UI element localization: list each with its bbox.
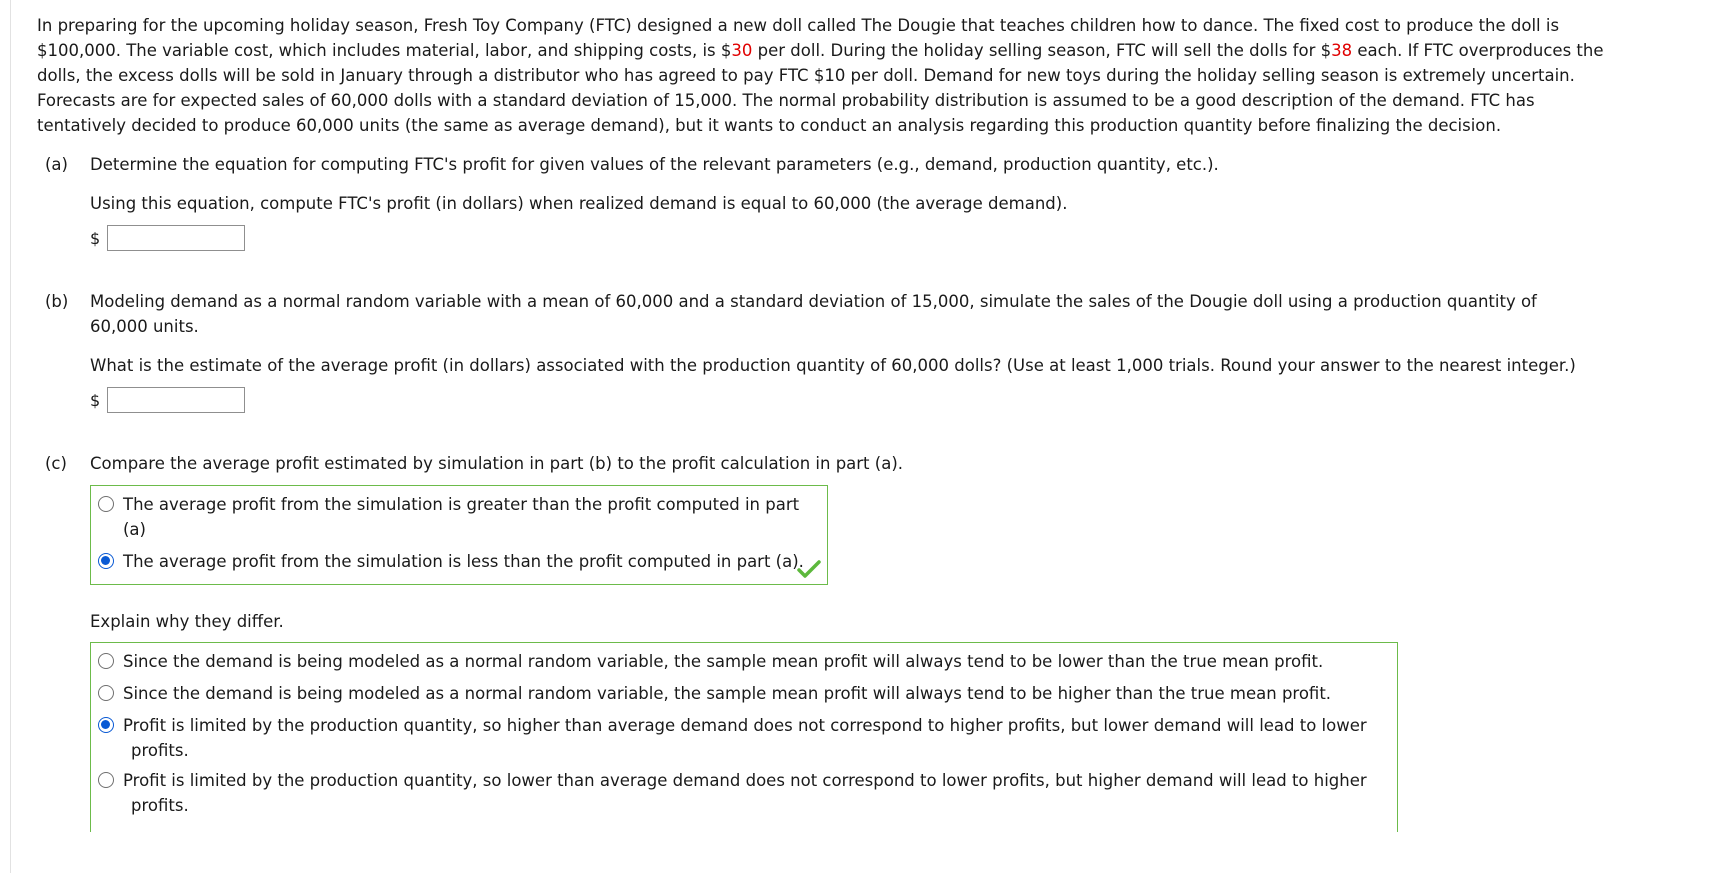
part-b bbox=[37, 289, 1724, 415]
variable-cost-value: 30 bbox=[731, 41, 753, 60]
radio-button[interactable] bbox=[98, 772, 114, 788]
part-a-answer-row bbox=[90, 223, 1724, 253]
currency-symbol: $ bbox=[90, 228, 101, 248]
intro-line-1: In preparing for the upcoming holiday season, Fresh Toy Company (FTC) designed a new doll called The Dougie that teaches children how to dance. The fixed cost to produce the doll is bbox=[37, 16, 1560, 35]
radio-button[interactable] bbox=[98, 653, 114, 669]
compare-option-greater[interactable]: The average profit from the simulation is greater than the profit computed in part (a) bbox=[91, 492, 827, 542]
part-b-question-2: What is the estimate of the average profit (in dollars) associated with the production quantity of 60,000 dolls? (Use at least 1,000 trials. Round your answer to the nearest integer.) bbox=[90, 356, 1576, 375]
part-c bbox=[37, 451, 1724, 832]
radio-button[interactable] bbox=[98, 496, 114, 512]
radio-button[interactable] bbox=[98, 685, 114, 701]
part-b-answer-row bbox=[90, 385, 1724, 415]
part-a-question-1: Determine the equation for computing FTC's profit for given values of the relevant parameters (e.g., demand, production quantity, etc.). bbox=[90, 155, 1219, 174]
radio-button-selected[interactable] bbox=[98, 553, 114, 569]
part-a-profit-input[interactable] bbox=[107, 225, 245, 251]
part-b-question-1-line-2: 60,000 units. bbox=[90, 317, 199, 336]
part-b-letter: (b) bbox=[45, 292, 69, 311]
part-a bbox=[37, 152, 1724, 253]
intro-line-2: $100,000. The variable cost, which includes material, labor, and shipping costs, is $30 per doll. During the holiday selling season, FTC will sell the dolls for $38 each. If FTC overproduces the bbox=[37, 41, 1604, 60]
intro-line-5: tentatively decided to produce 60,000 units (the same as average demand), but it wants to conduct an analysis regarding this production quantity before finalizing the decision. bbox=[37, 116, 1502, 135]
compare-choice-group bbox=[90, 485, 828, 585]
problem-statement bbox=[37, 13, 1724, 138]
question-page bbox=[37, 13, 1724, 832]
explain-option-3[interactable]: Profit is limited by the production quantity, so higher than average demand does not correspond to higher profits, but lower demand will lead to lower profits. bbox=[91, 713, 1397, 763]
explain-option-2[interactable]: Since the demand is being modeled as a normal random variable, the sample mean profit will always tend to be higher than the true mean profit. bbox=[91, 681, 1397, 706]
explain-label: Explain why they differ. bbox=[90, 612, 284, 631]
intro-line-3: dolls, the excess dolls will be sold in January through a distributor who has agreed to pay FTC $10 per doll. Demand for new toys during the holiday selling season is extremely uncertain. bbox=[37, 66, 1575, 85]
checkmark-icon bbox=[797, 560, 821, 578]
explain-option-1[interactable]: Since the demand is being modeled as a normal random variable, the sample mean profit will always tend to be lower than the true mean profit. bbox=[91, 649, 1397, 674]
radio-button-selected[interactable] bbox=[98, 717, 114, 733]
compare-option-less[interactable]: The average profit from the simulation is less than the profit computed in part (a). bbox=[91, 549, 827, 574]
explain-choice-group bbox=[90, 642, 1398, 832]
explain-option-4[interactable]: Profit is limited by the production quantity, so lower than average demand does not correspond to lower profits, but higher demand will lead to higher profits. bbox=[91, 768, 1397, 818]
currency-symbol: $ bbox=[90, 390, 101, 410]
part-a-letter: (a) bbox=[45, 155, 68, 174]
part-b-average-profit-input[interactable] bbox=[107, 387, 245, 413]
sell-price-value: 38 bbox=[1331, 41, 1353, 60]
intro-line-4: Forecasts are for expected sales of 60,000 dolls with a standard deviation of 15,000. The normal probability distribution is assumed to be a good description of the demand. FTC has bbox=[37, 91, 1535, 110]
part-c-question: Compare the average profit estimated by simulation in part (b) to the profit calculation in part (a). bbox=[90, 454, 904, 473]
left-divider bbox=[10, 0, 11, 873]
part-a-question-2: Using this equation, compute FTC's profit (in dollars) when realized demand is equal to 60,000 (the average demand). bbox=[90, 194, 1068, 213]
part-b-question-1-line-1: Modeling demand as a normal random variable with a mean of 60,000 and a standard deviation of 15,000, simulate the sales of the Dougie doll using a production quantity of bbox=[90, 292, 1537, 311]
part-c-letter: (c) bbox=[45, 454, 67, 473]
